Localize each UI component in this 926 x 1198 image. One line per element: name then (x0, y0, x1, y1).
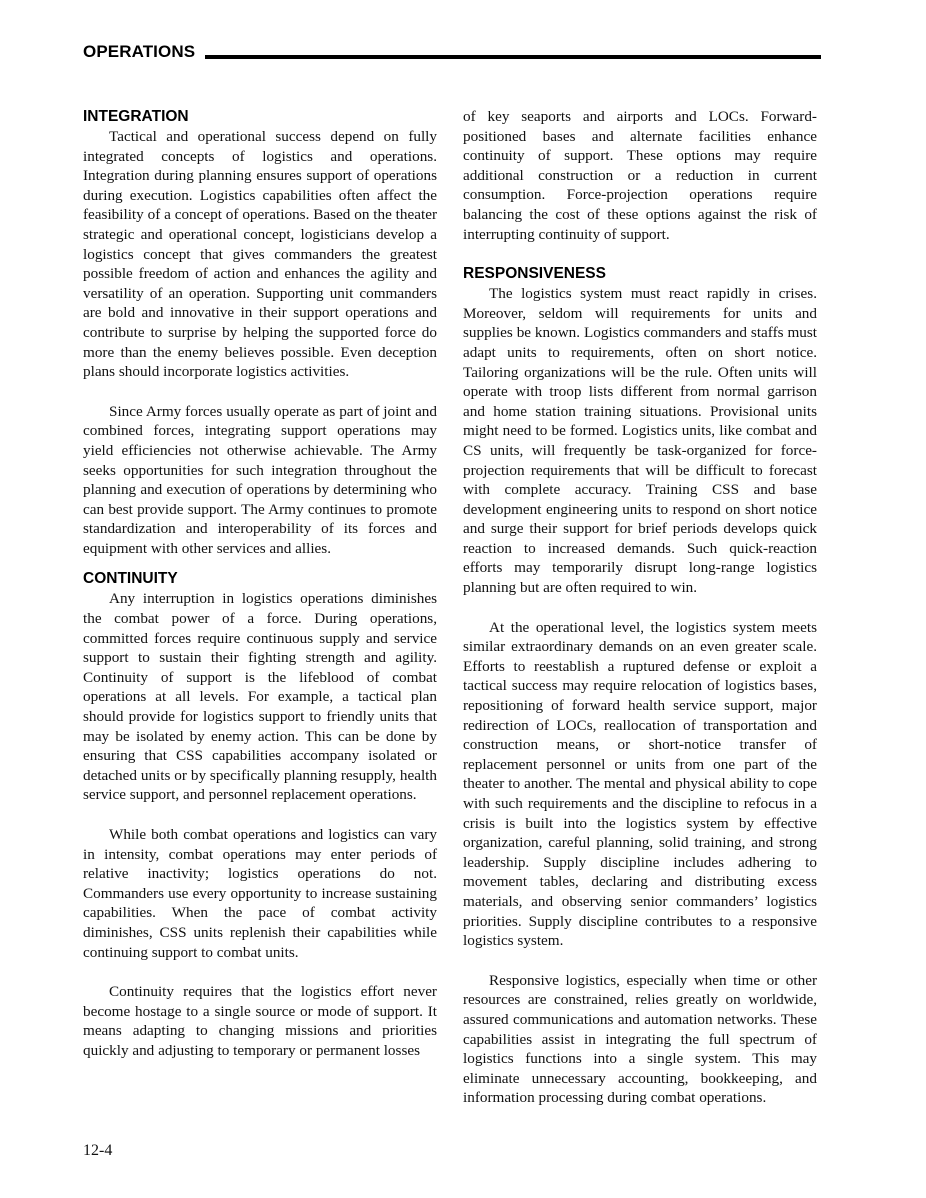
left-column (83, 107, 437, 1061)
page-number: 12-4 (83, 1142, 113, 1159)
continuity-paragraph-3: Continuity requires that the logistics effort never become hostage to a single source or mode of support. It means adapting to changing missions and priorities quickly and adjusting to temporary or permanent losses (83, 983, 437, 1059)
responsiveness-paragraph-2: At the operational level, the logistics system meets similar extraordinary demands on an even greater scale. Efforts to reestablish a ruptured defense or exploit a tactical success may require relocation of logistics bases, repositioning of forward health service support, major redirection of LOCs, reallocation of transportation and construction means, or short-notice transfer of replacement personnel or units from one part of the theater to another. The mental and physical ability to cope with such requirements and the discipline to refocus in a crisis is built into the logistics system by effective organization, careful planning, solid training, and strong leadership. Supply discipline includes adhering to movement tables, declaring and distributing excess materials, and observing senior commanders’ logistics priorities. Supply discipline contributes to a responsive logistics system. (463, 618, 817, 950)
continuity-paragraph-3-continued: of key seaports and airports and LOCs. Forward-positioned bases and alternate facilities enhance continuity of support. These options may require additional construction or a reduction in current consumption. Force-projection operations require balancing the cost of these options against the risk of interrupting continuity of support. (463, 108, 817, 243)
heading-integration: INTEGRATION (83, 108, 189, 125)
continuity-paragraph-2: While both combat operations and logistics can vary in intensity, combat operations may enter periods of relative inactivity; logistics operations do not. Commanders use every opportunity to increase sustaining capabilities. When the pace of combat activity diminishes, CSS units replenish their capabilities while continuing support to combat units. (83, 826, 437, 961)
right-column (463, 107, 817, 1108)
integration-paragraph-1: Tactical and operational success depend on fully integrated concepts of logistics and operations. Integration during planning ensures support of operations during execution. Logistics capabilities often affect the feasibility of a concept of operations. Based on the theater strategic and operational concept, logisticians develop a logistics concept that gives commanders the greatest possible freedom of action and enhances the agility and versatility of an operation. Supporting unit commanders are bold and innovative in their support operations and contribute to surprise by helping the supported force do more than the enemy believes possible. Even deception plans should incorporate logistics activities. (83, 128, 437, 381)
running-header (83, 42, 821, 64)
heading-continuity: CONTINUITY (83, 570, 178, 588)
header-rule (205, 55, 821, 59)
running-header-title: OPERATIONS (83, 42, 201, 62)
integration-paragraph-2: Since Army forces usually operate as part of joint and combined forces, integrating support operations may yield efficiencies not otherwise achievable. The Army seeks opportunities for such integration throughout the planning and execution of operations by determining who can best provide support. The Army continues to promote standardization and interoperability of its forces and equipment with other services and allies. (83, 402, 437, 557)
responsiveness-paragraph-1: The logistics system must react rapidly in crises. Moreover, seldom will requirements for units and supplies be known. Logistics commanders and staffs must adapt units to requirements, often on short notice. Tailoring organizations will be the rule. Often units will operate with troop lists different from normal garrison and home station training situations. Provisional units might need to be formed. Logistics units, like combat and CS units, will frequently be task-organized for force-projection requirements that will be difficult to forecast with complete accuracy. Training CSS and base development engineering units to respond on short notice and surge their support for brief periods develops quick reaction to increased demands. Such quick-reaction efforts may temporarily disrupt long-range logistics planning but are often required to win. (463, 285, 817, 597)
heading-responsiveness: RESPONSIVENESS (463, 265, 606, 283)
responsiveness-paragraph-3: Responsive logistics, especially when time or other resources are constrained, relies greatly on worldwide, assured communications and automation networks. These capabilities assist in integrating the full spectrum of logistics functions into a single system. This may eliminate unnecessary accounting, bookkeeping, and information processing during combat operations. (463, 971, 817, 1107)
continuity-paragraph-1: Any interruption in logistics operations diminishes the combat power of a force. During operations, committed forces require continuous supply and service support to sustain their fighting strength and agility. Continuity of support is the lifeblood of combat operations at all levels. For example, a tactical plan should provide for logistics support to friendly units that may be isolated by enemy action. This can be done by ensuring that CSS capabilities accompany isolated or detached units or by specifically planning resupply, health service support, and personnel replacement operations. (83, 590, 437, 804)
